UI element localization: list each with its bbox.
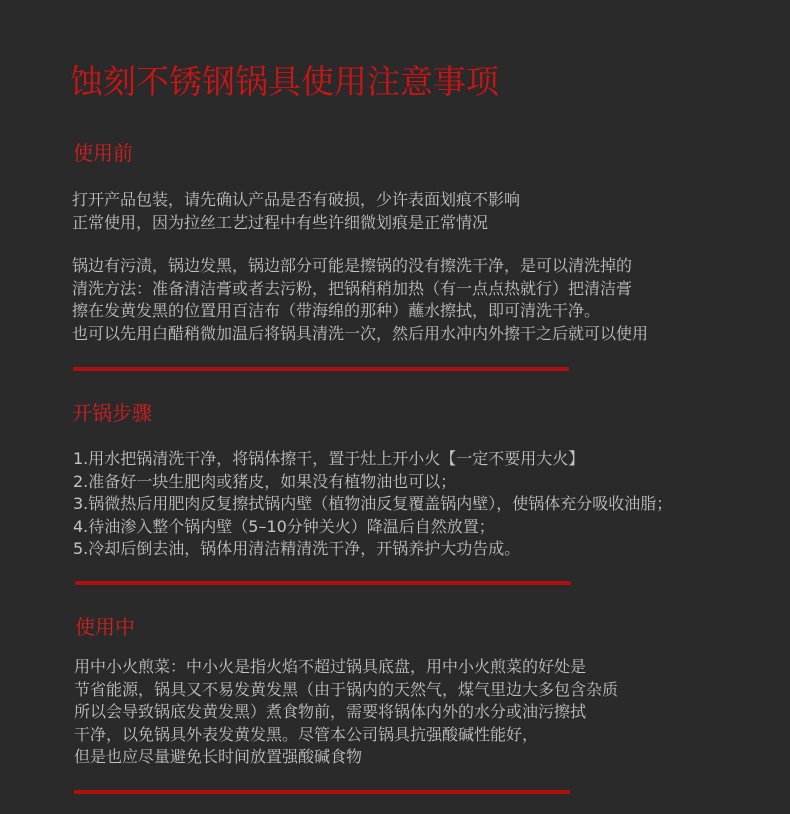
text-line: 所以会导致锅底发黄发黑）煮食物前，需要将锅体内外的水分或油污擦拭	[74, 702, 587, 721]
paragraph-inspection	[72, 189, 520, 234]
section-heading-seasoning-steps: 开锅步骤	[72, 401, 152, 425]
step-item: 1.用水把锅清洗干净，将锅体擦干，置于灶上开小火【一定不要用大火】	[73, 449, 585, 468]
text-line: 用中小火煎菜：中小火是指火焰不超过锅具底盘，用中小火煎菜的好处是	[74, 657, 587, 676]
section-divider	[75, 581, 571, 585]
text-line: 擦在发黄发黑的位置用百洁布（带海绵的那种）蘸水擦拭，即可清洗干净。	[72, 301, 601, 320]
section-heading-during-use: 使用中	[75, 615, 135, 639]
step-item: 2.准备好一块生肥肉或猪皮，如果没有植物油也可以；	[73, 471, 457, 491]
text-line: 打开产品包装，请先确认产品是否有破损，少许表面划痕不影响	[72, 190, 521, 209]
paragraph-heat-control	[74, 656, 618, 769]
text-line: 正常使用，因为拉丝工艺过程中有些许细微划痕是正常情况	[72, 212, 489, 232]
text-line: 节省能源，锅具又不易发黄发黑（由于锅内的天然气，煤气里边大多包含杂质	[74, 679, 619, 699]
step-item: 4.待油渗入整个锅内壁（5–10分钟关火）降温后自然放置；	[73, 516, 495, 536]
step-item: 5.冷却后倒去油，锅体用清洁精清洗干净，开锅养护大功告成。	[73, 539, 521, 558]
paragraph-cleaning	[72, 255, 648, 345]
text-line: 锅边有污渍，锅边发黑，锅边部分可能是擦锅的没有擦洗干净，是可以清洗掉的	[72, 256, 633, 275]
text-line: 干净，以免锅具外表发黄发黑。尽管本公司锅具抗强酸碱性能好，	[74, 724, 539, 744]
page-title: 蚀刻不锈钢锅具使用注意事项	[70, 62, 499, 101]
text-line: 但是也应尽量避免长时间放置强酸碱食物	[74, 747, 363, 766]
section-divider	[74, 790, 570, 794]
text-line: 也可以先用白醋稍微加温后将锅具清洗一次，然后用水冲内外擦干之后就可以使用	[72, 323, 649, 343]
section-heading-before-use: 使用前	[73, 141, 133, 165]
section-divider	[73, 367, 569, 371]
text-line: 清洗方法：准备清洁膏或者去污粉，把锅稍稍加热（有一点点热就行）把清洁膏	[72, 278, 633, 298]
paragraph-seasoning-steps	[73, 448, 672, 561]
step-item: 3.锅微热后用肥肉反复擦拭锅内壁（植物油反复覆盖锅内壁），使锅体充分吸收油脂；	[73, 494, 673, 513]
